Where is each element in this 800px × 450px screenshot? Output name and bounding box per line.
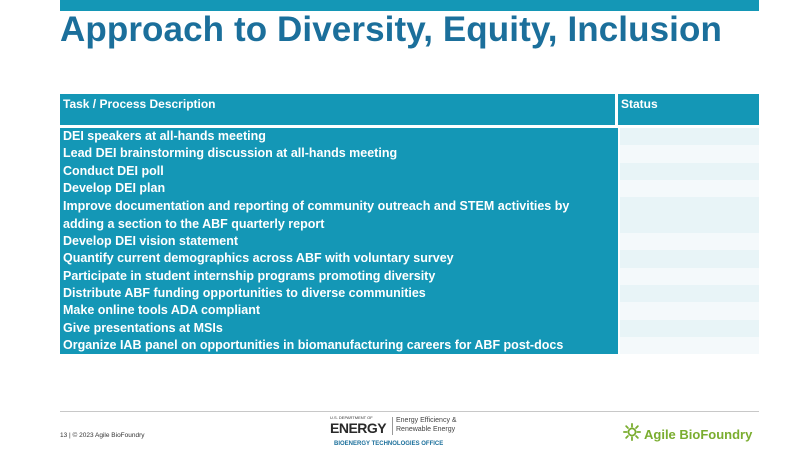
status-cell <box>620 268 759 285</box>
table-row <box>60 145 759 162</box>
task-table <box>60 94 759 354</box>
status-cell <box>620 302 759 319</box>
table-header <box>60 94 759 125</box>
table-row <box>60 250 759 267</box>
footer-divider <box>60 411 759 412</box>
task-cell <box>60 128 620 145</box>
task-cell <box>60 145 620 162</box>
status-cell <box>620 163 759 180</box>
task-cell <box>60 163 620 180</box>
table-body <box>60 128 759 354</box>
table-row <box>60 180 759 197</box>
eere-text <box>396 417 457 434</box>
task-text: Develop DEI plan <box>63 180 166 195</box>
doe-energy-wordmark: ENERGY <box>330 420 387 436</box>
doe-subtitle: U.S. DEPARTMENT OF <box>330 415 373 420</box>
task-text: Improve documentation and reporting of community outreach and STEM activities by <box>63 199 570 214</box>
agile-biofoundry-logo <box>623 423 752 446</box>
eere-line-2: Renewable Energy <box>396 425 456 433</box>
status-cell <box>620 128 759 145</box>
table-row <box>60 285 759 302</box>
header-task-description: Task / Process Description <box>60 94 618 125</box>
status-cell <box>620 337 759 354</box>
task-text: Make online tools ADA compliant <box>63 303 261 318</box>
task-cell <box>60 233 620 250</box>
table-row <box>60 233 759 250</box>
status-cell <box>620 233 759 250</box>
task-text: DEI speakers at all-hands meeting <box>63 129 266 143</box>
doe-eere-logo <box>326 415 466 447</box>
bioenergy-office-label: BIOENERGY TECHNOLOGIES OFFICE <box>334 441 444 447</box>
task-text: Distribute ABF funding opportunities to diverse communities <box>63 286 426 301</box>
task-cell <box>60 302 620 319</box>
logo-divider <box>392 417 393 435</box>
status-cell <box>620 180 759 197</box>
status-cell <box>620 320 759 337</box>
eere-line-1: Energy Efficiency & <box>396 417 457 424</box>
table-row <box>60 197 759 233</box>
status-cell <box>620 250 759 267</box>
table-row <box>60 268 759 285</box>
task-cell <box>60 197 620 233</box>
status-cell <box>620 197 759 233</box>
task-text: Quantify current demographics across ABF with voluntary survey <box>63 251 454 266</box>
table-row <box>60 302 759 319</box>
table-row <box>60 128 759 145</box>
page-number-copyright: 13 | © 2023 Agile BioFoundry <box>60 432 145 439</box>
task-cell <box>60 337 620 354</box>
task-text: Organize IAB panel on opportunities in biomanufacturing careers for ABF post-docs <box>63 337 564 352</box>
table-row <box>60 320 759 337</box>
task-text: Develop DEI vision statement <box>63 234 239 249</box>
status-cell <box>620 145 759 162</box>
task-text: Conduct DEI poll <box>63 163 164 178</box>
task-text: Give presentations at MSIs <box>63 320 223 335</box>
task-text: adding a section to the ABF quarterly report <box>63 217 325 232</box>
task-cell <box>60 180 620 197</box>
task-cell <box>60 320 620 337</box>
header-status: Status <box>621 97 658 111</box>
task-text: Lead DEI brainstorming discussion at all-hands meeting <box>63 146 398 161</box>
biofoundry-sun-icon <box>623 423 641 446</box>
task-text: Participate in student internship programs promoting diversity <box>63 268 436 283</box>
task-cell <box>60 285 620 302</box>
table-row <box>60 337 759 354</box>
agile-biofoundry-wordmark: Agile BioFoundry <box>644 427 753 442</box>
status-cell <box>620 285 759 302</box>
table-row <box>60 163 759 180</box>
task-cell <box>60 250 620 267</box>
task-cell <box>60 268 620 285</box>
slide-title: Approach to Diversity, Equity, Inclusion <box>60 10 722 49</box>
